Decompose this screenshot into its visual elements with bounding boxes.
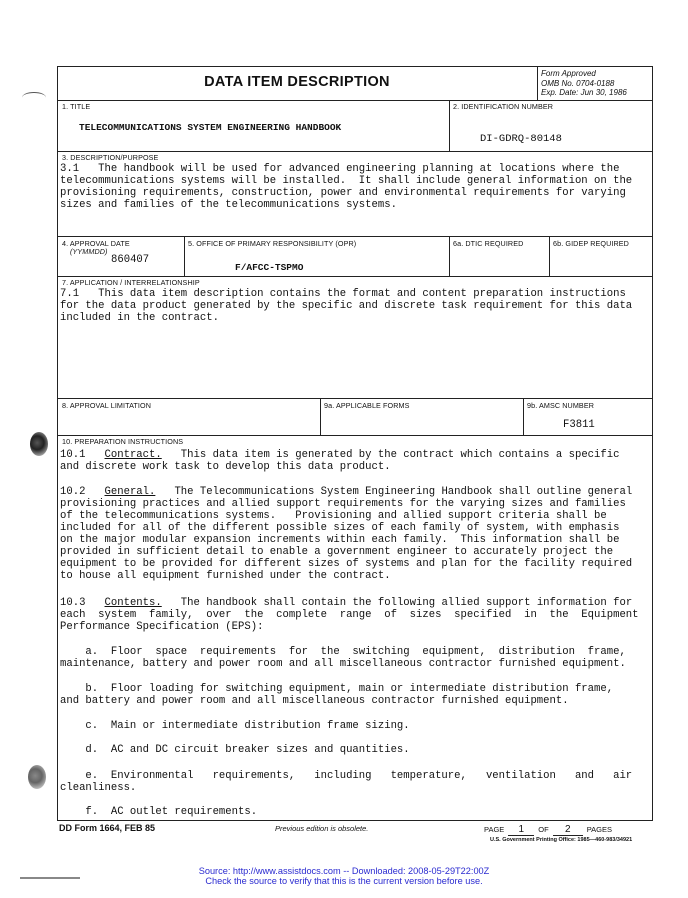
paragraph-10-2 xyxy=(60,486,632,582)
paragraph-10-3 xyxy=(60,597,639,633)
gidep-required-label: 6b. GIDEP REQUIRED xyxy=(553,239,629,248)
amsc-number-label: 9b. AMSC NUMBER xyxy=(527,401,595,410)
paragraph-text: and discrete work task to develop this data product. xyxy=(60,461,391,473)
description-line: 3.1 The handbook will be used for advanced engineering planning at locations where the xyxy=(60,163,620,175)
list-item-a xyxy=(60,646,626,670)
opr-label: 5. OFFICE OF PRIMARY RESPONSIBILITY (OPR) xyxy=(188,239,357,248)
application-text xyxy=(60,288,632,324)
source-verify-note: Check the source to verify that this is the current version before use. xyxy=(205,876,483,886)
list-item-text: d. AC and DC circuit breaker sizes and quantities. xyxy=(60,744,410,756)
paragraph-text: to house all equipment furnished under the contract. xyxy=(60,570,391,582)
paragraph-heading: General. xyxy=(104,486,156,498)
preparation-instructions-label: 10. PREPARATION INSTRUCTIONS xyxy=(62,437,184,446)
paragraph-text: of the telecommunications systems. Provisioning and allied support criteria shall be xyxy=(60,510,607,522)
list-item-text: e. Environmental requirements, including temperature, ventilation and air xyxy=(60,770,633,782)
paragraph-text: included for all of the different possible sizes of each family of system, with emphasis xyxy=(60,522,620,534)
description-line: sizes and families of the telecommunications systems. xyxy=(60,199,397,211)
opr-value: F/AFCC-TSPMO xyxy=(235,262,304,273)
list-item-d xyxy=(60,744,410,756)
approval-date-value: 860407 xyxy=(111,254,150,266)
list-item-text: maintenance, battery and power room and all miscellaneous contractor furnished equipment. xyxy=(60,658,626,670)
description-line: provisioning requirements, construction, power and environmental requirements for varying xyxy=(60,187,626,199)
gpo-imprint: U.S. Government Printing Office: 1985—460-983/34921 xyxy=(490,837,633,843)
scan-mark xyxy=(22,92,46,103)
application-line: for the data product generated by the specific and discrete task requirement for this data xyxy=(60,300,633,312)
description-text xyxy=(60,163,632,211)
page-label: PAGE xyxy=(484,825,505,834)
paragraph-heading: Contract. xyxy=(104,449,162,461)
application-label: 7. APPLICATION / INTERRELATIONSHIP xyxy=(62,278,200,287)
form-approved-text: Form Approved xyxy=(541,69,596,78)
list-item-text: and battery and power room and all miscellaneous contractor furnished equipment. xyxy=(60,695,569,707)
punch-hole xyxy=(28,765,46,789)
amsc-number-value: F3811 xyxy=(563,419,595,431)
form-approval-box xyxy=(541,69,627,98)
pages-label: PAGES xyxy=(586,825,613,834)
list-item-text: a. Floor space requirements for the switching equipment, distribution frame, xyxy=(60,646,626,658)
list-item-f xyxy=(60,806,257,818)
paragraph-number: 10.2 xyxy=(60,486,86,498)
title-label: 1. TITLE xyxy=(62,102,91,111)
approval-date-label: 4. APPROVAL DATE xyxy=(62,239,130,248)
list-item-text: f. AC outlet requirements. xyxy=(60,806,258,818)
expiration-date: Exp. Date: Jun 30, 1986 xyxy=(541,88,627,97)
list-item-c xyxy=(60,720,410,732)
omb-number: OMB No. 0704-0188 xyxy=(541,78,615,88)
application-line: 7.1 This data item description contains the format and content preparation instructions xyxy=(60,288,626,300)
paragraph-number: 10.3 xyxy=(60,597,86,609)
paragraph-text: This data item is generated by the contract which contains a specific xyxy=(161,449,620,461)
paragraph-text: provided in sufficient detail to enable a government engineer to accurately project the xyxy=(60,546,614,558)
punch-hole xyxy=(30,432,48,456)
application-line: included in the contract. xyxy=(60,312,219,324)
approval-date-format: (YYMMDD) xyxy=(70,247,108,256)
of-label: OF xyxy=(538,825,549,834)
approval-limitation-label: 8. APPROVAL LIMITATION xyxy=(62,401,152,410)
identification-number-value: DI-GDRQ-80148 xyxy=(480,133,562,145)
paragraph-text: The handbook shall contain the following allied support information for xyxy=(161,597,633,609)
source-notice xyxy=(0,866,688,886)
paragraph-text: each system family, over the complete range of sizes specified in the Equipment xyxy=(60,609,639,621)
list-item-text: cleanliness. xyxy=(60,782,137,794)
paragraph-text: provisioning practices and allied support requirements for the varying sizes and families xyxy=(60,498,626,510)
applicable-forms-label: 9a. APPLICABLE FORMS xyxy=(324,401,410,410)
paragraph-text: equipment to be provided for different sizes of systems and plan for the facility required xyxy=(60,558,633,570)
list-item-text: b. Floor loading for switching equipment, main or intermediate distribution frame, xyxy=(60,683,614,695)
paragraph-text: The Telecommunications System Engineering Handbook shall outline general xyxy=(155,486,633,498)
form-number: DD Form 1664, FEB 85 xyxy=(59,823,156,833)
list-item-text: c. Main or intermediate distribution frame sizing. xyxy=(60,720,410,732)
paragraph-text: on the major modular expansion increments within each family. This information shall be xyxy=(60,534,620,546)
list-item-e xyxy=(60,770,632,794)
page-counter xyxy=(484,824,612,836)
paragraph-text: Performance Specification (EPS): xyxy=(60,621,264,633)
paragraph-10-1 xyxy=(60,449,619,473)
dtic-required-label: 6a. DTIC REQUIRED xyxy=(453,239,524,248)
page-total: 2 xyxy=(553,824,583,836)
form-title: DATA ITEM DESCRIPTION xyxy=(204,74,390,90)
description-line: telecommunications systems will be installed. It shall include general information on the xyxy=(60,175,633,187)
source-link[interactable]: Source: http://www.assistdocs.com -- Downloaded: 2008-05-29T22:00Z xyxy=(198,866,490,876)
paragraph-number: 10.1 xyxy=(60,449,86,461)
description-label: 3. DESCRIPTION/PURPOSE xyxy=(62,153,159,162)
previous-edition-note: Previous edition is obsolete. xyxy=(275,824,369,833)
list-item-b xyxy=(60,683,613,707)
paragraph-heading: Contents. xyxy=(104,597,162,609)
page-number: 1 xyxy=(508,824,534,836)
title-value: TELECOMMUNICATIONS SYSTEM ENGINEERING HANDBOOK xyxy=(79,122,342,133)
identification-number-label: 2. IDENTIFICATION NUMBER xyxy=(453,102,554,111)
